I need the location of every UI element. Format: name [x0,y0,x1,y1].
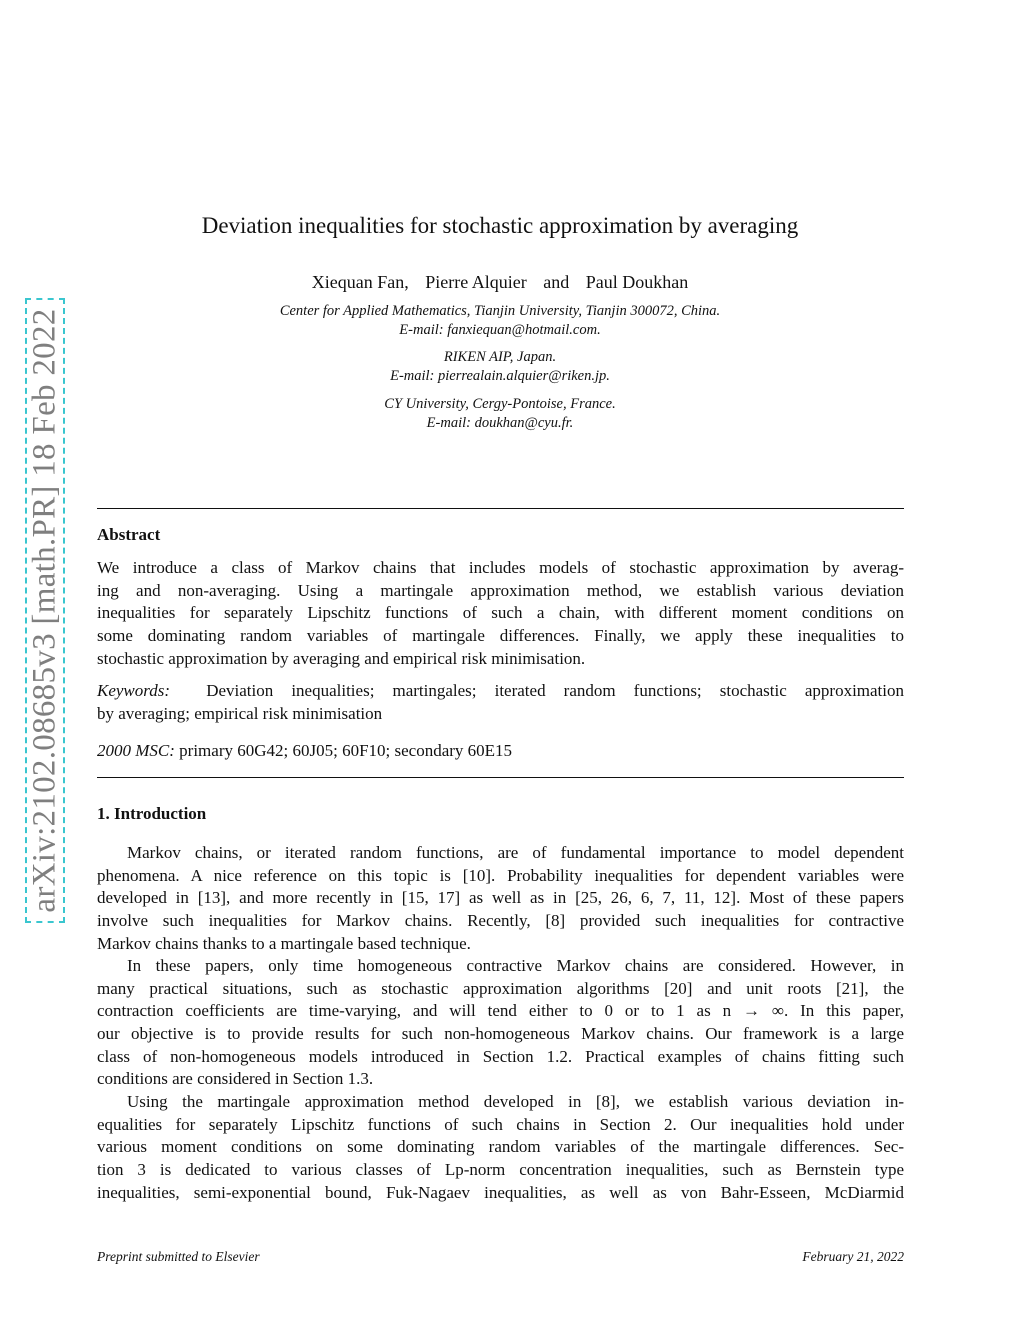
msc-text: primary 60G42; 60J05; 60F10; secondary 60E15 [179,741,513,760]
bottom-rule [97,777,904,778]
abstract-line: inequalities for separately Lipschitz functions of such a chain, with different moment conditions on [97,603,904,623]
text-line: contraction coefficients are time-varying, and will tend either to 0 or to 1 as n → ∞. In this paper, [97,1001,904,1021]
text-line: our objective is to provide results for such non-homogeneous Markov chains. Our framework is a large [97,1024,904,1044]
footer-left: Preprint submitted to Elsevier [97,1249,260,1264]
affiliation [0,395,1000,433]
keywords-label: Keywords: [97,681,171,700]
affiliation-email[interactable]: E-mail: fanxiequan@hotmail.com. [399,322,601,338]
text-line: class of non-homogeneous models introduced in Section 1.2. Practical examples of chains fitting such [97,1046,904,1066]
text-line: In these papers, only time homogeneous contractive Markov chains are considered. However, in [127,956,904,975]
keywords-text: Deviation inequalities; martingales; iterated random functions; stochastic approximation [206,681,905,700]
text-line: conditions are considered in Section 1.3. [97,1069,374,1089]
text-line: equalities for separately Lipschitz functions of such chains in Section 2. Our inequalities hold under [97,1114,904,1134]
abstract-heading: Abstract [97,525,161,544]
text-line: Using the martingale approximation method developed in [8], we establish various deviation in- [127,1092,904,1111]
text-line: various moment conditions on some dominating random variables of the martingale differences. Sec- [97,1137,904,1157]
author-name: Pierre Alquier [425,272,527,292]
msc [97,740,904,763]
text-line: tion 3 is dedicated to various classes of Lp-norm concentration inequalities, such as Bernstein type [97,1160,904,1180]
footer-right: February 21, 2022 [802,1249,904,1264]
abstract-body [97,557,904,670]
intro-paragraph-1 [97,842,904,955]
affiliation-institution: RIKEN AIP, Japan. [443,349,557,365]
affiliation [0,348,1000,386]
text-line: Markov chains thanks to a martingale based technique. [97,933,471,953]
text-line: developed in [13], and more recently in [15, 17] as well as in [25, 26, 6, 7, 11, 12]. Most of these papers [97,888,904,908]
abstract-line: some dominating random variables of martingale differences. Finally, we apply these inequalities to [97,626,904,646]
abstract-line: ing and non-averaging. Using a martingale approximation method, we establish various deviation [97,580,904,600]
affiliation [0,302,1000,340]
msc-line [97,740,904,763]
affiliation-institution: Center for Applied Mathematics, Tianjin University, Tianjin 300072, China. [279,303,721,319]
author-conjunction: and [543,272,570,292]
arxiv-stamp-text: arXiv:2102.08685v3 [math.PR] 18 Feb 2022 [26,308,63,913]
section-heading: 1. Introduction [97,804,207,823]
text-line: involve such inequalities for Markov chains. Recently, [8] provided such inequalities for contractive [97,911,904,931]
affiliation-email[interactable]: E-mail: doukhan@cyu.fr. [426,415,574,431]
intro-paragraph-3 [97,1091,904,1204]
abstract-line: We introduce a class of Markov chains that includes models of stochastic approximation by averag- [97,558,904,577]
affiliation-email[interactable]: E-mail: pierrealain.alquier@riken.jp. [390,368,610,384]
text-line: inequalities, semi-exponential bound, Fuk-Nagaev inequalities, as well as von Bahr-Esseen, McDiarmid [97,1182,904,1202]
keywords [97,680,904,725]
text-line: phenomena. A nice reference on this topic is [10]. Probability inequalities for dependent variables were [97,865,904,885]
intro-paragraph-2 [97,955,904,1091]
paper-title: Deviation inequalities for stochastic approximation by averaging [201,213,799,238]
keywords-line [97,680,904,703]
text-line: Markov chains, or iterated random functions, are of fundamental importance to model dependent [127,843,904,862]
text-line: many practical situations, such as stochastic approximation algorithms [20] and unit roots [21], the [97,978,904,998]
arxiv-stamp[interactable] [25,298,65,923]
author-name: Paul Doukhan [585,272,689,292]
affiliation-institution: CY University, Cergy-Pontoise, France. [384,396,616,412]
msc-label: 2000 MSC: [97,741,175,760]
keywords-line: by averaging; empirical risk minimisation [97,703,383,723]
abstract-line: stochastic approximation by averaging and empirical risk minimisation. [97,648,586,668]
author-name: Xiequan Fan, [311,272,409,292]
author-list [0,272,1000,293]
top-rule [97,508,904,509]
